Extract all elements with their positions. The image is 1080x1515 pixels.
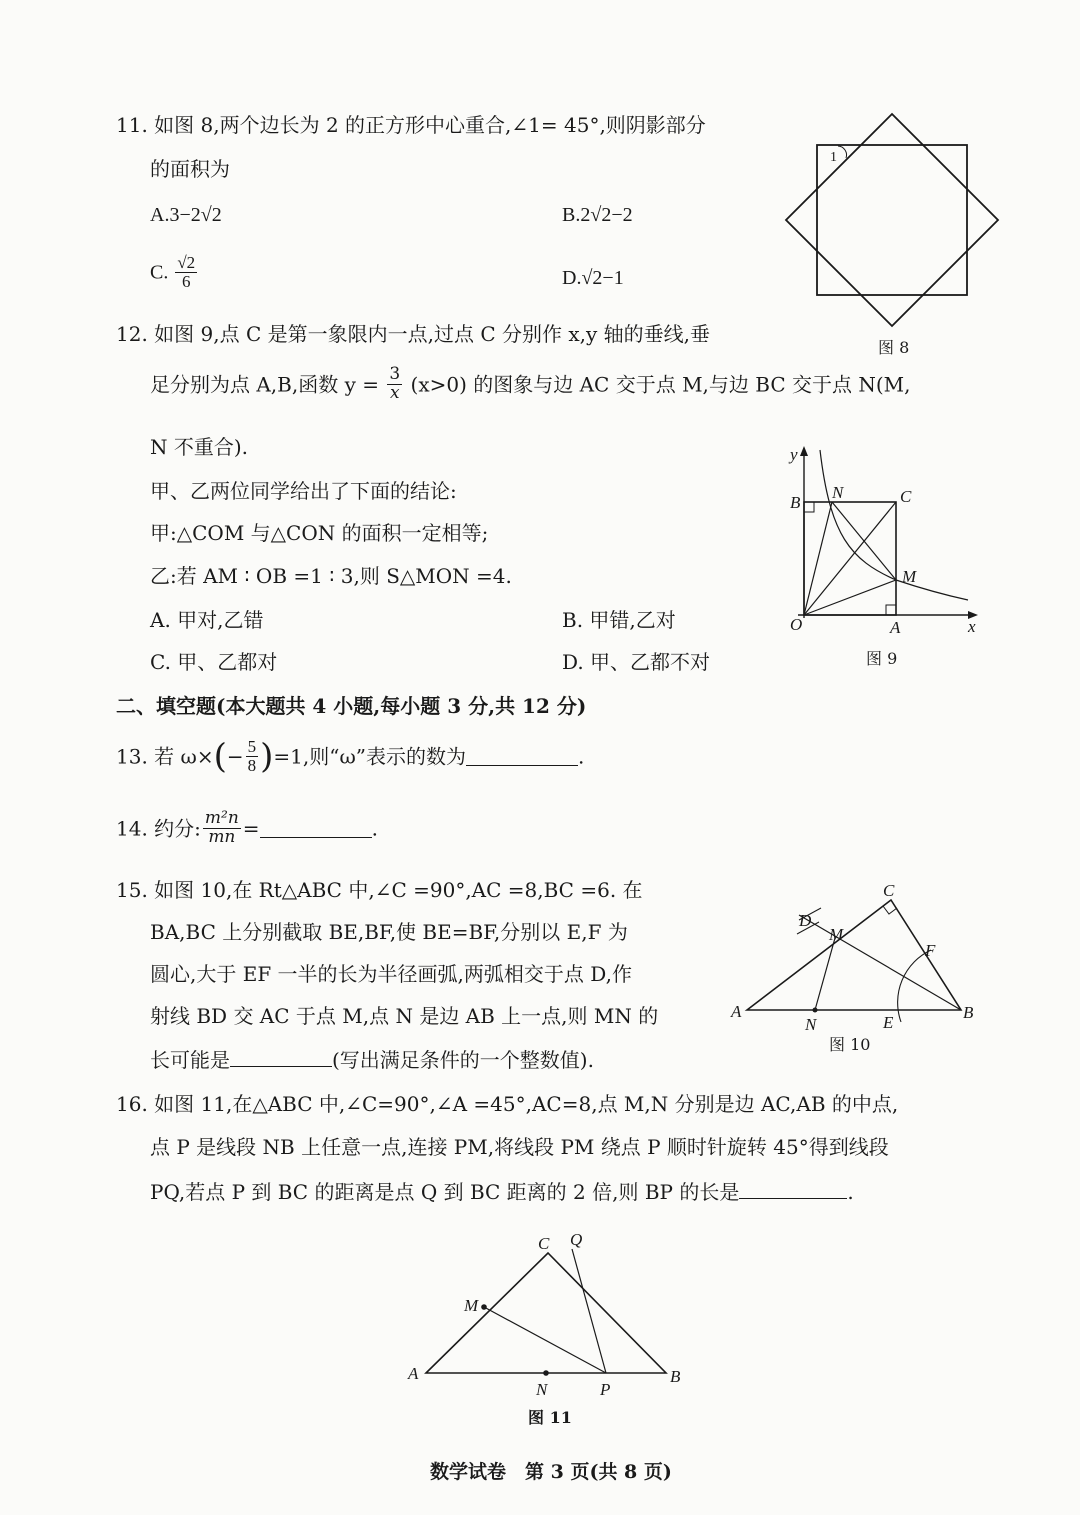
q13-stem: 13. 若 ω×(− $\frac{5}{8}$ )=1,则“ω”表示的数为 .	[116, 736, 585, 777]
q16-stem-line3: PQ,若点 P 到 BC 的距离是点 Q 到 BC 距离的 2 倍,则 BP 的长是 .	[150, 1180, 854, 1204]
figure-9-caption: 图 9	[866, 649, 898, 668]
point-N	[543, 1370, 549, 1376]
label-N: N	[832, 483, 844, 502]
q11-option-d: D.√2−1	[562, 267, 624, 289]
point-N	[813, 1008, 818, 1013]
q16-stem-line2: 点 P 是线段 NB 上任意一点,连接 PM,将线段 PM 绕点 P 顺时针旋转 45°得到线段	[150, 1135, 889, 1159]
label-N: N	[805, 1015, 817, 1034]
page-footer: 数学试卷 第 3 页(共 8 页)	[430, 1461, 672, 1483]
label-y: y	[790, 445, 798, 464]
q15-stem-line5: 长可能是 (写出满足条件的一个整数值).	[150, 1048, 594, 1072]
right-angle-B	[804, 502, 814, 512]
q12-stem-line2: 足分别为点 A,B,函数 y = $\frac{3}{x}$ (x>0) 的图象与边 AC 交于点 M,与边 BC 交于点 N(M,	[150, 364, 911, 403]
label-C: C	[900, 487, 912, 506]
q11-option-c: C. $\frac{√2}{6}$	[150, 253, 196, 291]
figure-9	[780, 440, 990, 670]
q15-stem-line4: 射线 BD 交 AC 于点 M,点 N 是边 AB 上一点,则 MN 的	[150, 1004, 659, 1028]
q12-stem-line4: 甲、乙两位同学给出了下面的结论:	[150, 479, 457, 503]
label-N: N	[536, 1380, 548, 1399]
segment-PM	[484, 1307, 606, 1373]
q11-option-c-fraction: $\frac{√2}{6}$	[177, 253, 196, 291]
q11-stem-line1: 11. 如图 8,两个边长为 2 的正方形中心重合,∠1= 45°,则阴影部分	[116, 113, 706, 137]
q15-stem-line2: BA,BC 上分别截取 BE,BF,使 BE=BF,分别以 E,F 为	[150, 920, 628, 944]
q14-answer-blank[interactable]	[260, 819, 372, 838]
label-C: C	[538, 1234, 550, 1253]
label-M: M	[464, 1296, 479, 1315]
q12-option-d: D. 甲、乙都不对	[562, 650, 711, 674]
figure-11	[400, 1225, 700, 1435]
point-M	[481, 1304, 487, 1310]
label-A: A	[408, 1364, 419, 1383]
label-M: M	[902, 567, 917, 586]
right-angle-A	[886, 605, 896, 615]
q12-option-a: A. 甲对,乙错	[150, 608, 264, 632]
section-2-title: 二、填空题(本大题共 4 小题,每小题 3 分,共 12 分)	[116, 694, 587, 718]
q12-stem-line3: N 不重合).	[150, 435, 249, 459]
q12-option-b: B. 甲错,乙对	[562, 608, 676, 632]
segment-MN	[815, 938, 835, 1010]
angle-1-arc	[838, 146, 847, 158]
q12-conclusion-yi: 乙:若 AM ∶ OB =1 ∶ 3,则 S△MON =4.	[150, 564, 512, 588]
q15-stem-line3: 圆心,大于 EF 一半的长为半径画弧,两弧相交于点 D,作	[150, 962, 632, 986]
label-B: B	[963, 1003, 974, 1022]
label-A: A	[731, 1002, 742, 1021]
label-B: B	[790, 493, 801, 512]
label-D: D	[799, 911, 812, 930]
label-A: A	[890, 618, 901, 637]
q13-answer-blank[interactable]	[466, 747, 578, 766]
q11-option-b: B.2√2−2	[562, 204, 633, 226]
q16-answer-blank[interactable]	[739, 1180, 847, 1199]
q12-option-c: C. 甲、乙都对	[150, 650, 278, 674]
q16-stem-line1: 16. 如图 11,在△ABC 中,∠C=90°,∠A =45°,AC=8,点 M,N 分别是边 AC,AB 的中点,	[116, 1092, 899, 1116]
q11-option-b-value: 2√2−2	[580, 204, 633, 226]
q14-fraction: $\frac{\text{m²n}}{mn}$	[204, 808, 239, 847]
q11-option-d-value: √2−1	[581, 267, 624, 289]
segment-PQ	[572, 1249, 606, 1373]
triangle-ABC	[426, 1253, 666, 1373]
label-E: E	[883, 1013, 894, 1032]
figure-10	[725, 880, 995, 1065]
q11-option-a-value: 3−2√2	[169, 204, 222, 226]
q15-answer-blank[interactable]	[230, 1048, 332, 1067]
figure-8	[780, 110, 1010, 360]
label-x: x	[968, 617, 976, 636]
q14-stem: 14. 约分: $\frac{\text{m²n}}{mn}$ = .	[116, 808, 378, 847]
q15-stem-line1: 15. 如图 10,在 Rt△ABC 中,∠C =90°,AC =8,BC =6. 在	[116, 878, 643, 902]
label-P: P	[600, 1380, 611, 1399]
q11-option-a: A.3−2√2	[150, 204, 222, 226]
q12-function-fraction: $\frac{3}{x}$	[389, 364, 401, 403]
y-axis-arrow	[800, 446, 808, 456]
figure-11-caption: 图 11	[528, 1408, 572, 1427]
label-B: B	[670, 1367, 681, 1386]
label-C: C	[883, 881, 895, 900]
label-Q: Q	[570, 1230, 583, 1249]
q11-stem-line2: 的面积为	[150, 157, 230, 181]
label-F: F	[925, 941, 936, 960]
label-O: O	[790, 615, 803, 634]
q12-stem-line1: 12. 如图 9,点 C 是第一象限内一点,过点 C 分别作 x,y 轴的垂线,垂	[116, 322, 711, 346]
figure-8-caption: 图 8	[878, 338, 910, 357]
q12-conclusion-jia: 甲:△COM 与△CON 的面积一定相等;	[150, 521, 489, 545]
figure-10-caption: 图 10	[829, 1035, 871, 1054]
angle-1-label: 1	[830, 150, 837, 165]
ray-BD	[799, 915, 961, 1010]
label-M: M	[829, 925, 844, 944]
arc-center-B	[898, 950, 931, 1022]
q13-fraction: $\frac{5}{8}$	[247, 737, 257, 775]
